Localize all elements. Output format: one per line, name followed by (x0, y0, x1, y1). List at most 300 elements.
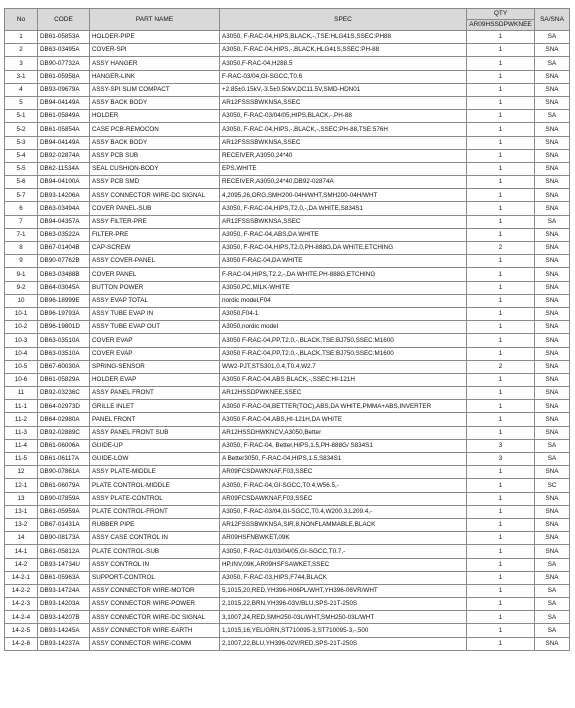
row-code: DB93-09679A (38, 83, 90, 96)
row-part-name: RUBBER PIPE (90, 518, 220, 531)
row-part-name: GUIDE-LOW (90, 453, 220, 466)
row-part-name: PLATE CONTROL-SUB (90, 545, 220, 558)
row-spec: A3050, F-RAC-04,HIPS,-,BLACK,HLG41S,SSEC:PH-88 (220, 44, 467, 57)
row-no: 11-1 (5, 400, 38, 413)
row-code: DB93-14206A (38, 189, 90, 202)
row-spec: A3050, F-RAC-03/04/05,HIPS,BLACK,-,PH-88 (220, 110, 467, 123)
row-code: DB61-06117A (38, 453, 90, 466)
row-qty: 1 (467, 255, 535, 268)
table-row (5, 479, 570, 492)
row-sa-sna: SC (535, 479, 570, 492)
row-sa-sna: SNA (535, 44, 570, 57)
row-sa-sna: SNA (535, 242, 570, 255)
row-sa-sna: SNA (535, 321, 570, 334)
row-sa-sna: SNA (535, 532, 570, 545)
row-qty: 3 (467, 439, 535, 452)
table-row (5, 70, 570, 83)
row-sa-sna: SA (535, 215, 570, 228)
row-code: DB63-03510A (38, 334, 90, 347)
row-code: DB90-07762B (38, 255, 90, 268)
table-row (5, 624, 570, 637)
row-spec: 4,2095,26,ORG,SMH200-04H/WHT,SMH200-04H/WHT (220, 189, 467, 202)
row-sa-sna: SA (535, 611, 570, 624)
table-row (5, 136, 570, 149)
table-row (5, 307, 570, 320)
row-part-name: ASSY CONTROL IN (90, 558, 220, 571)
row-sa-sna: SNA (535, 307, 570, 320)
row-spec: AR09FCSDAWKNAF,F03,SSEC (220, 492, 467, 505)
row-sa-sna: SNA (535, 176, 570, 189)
table-row (5, 334, 570, 347)
row-sa-sna: SA (535, 57, 570, 70)
row-spec: A3050 F-RAC-04,PP,T2.0,-,BLACK,TSE:BJ750,SSEC:M1600 (220, 334, 467, 347)
row-sa-sna: SNA (535, 400, 570, 413)
row-spec: AR12FSSSBWKNSA,SSEC (220, 215, 467, 228)
table-row (5, 215, 570, 228)
row-sa-sna: SNA (535, 83, 570, 96)
row-qty: 1 (467, 136, 535, 149)
row-no: 5-4 (5, 149, 38, 162)
table-row (5, 294, 570, 307)
row-sa-sna: SNA (535, 347, 570, 360)
row-sa-sna: SA (535, 31, 570, 44)
row-sa-sna: SA (535, 453, 570, 466)
row-sa-sna: SNA (535, 268, 570, 281)
row-qty: 1 (467, 334, 535, 347)
table-row (5, 110, 570, 123)
row-sa-sna: SNA (535, 202, 570, 215)
row-part-name: ASSY CONNECTOR WIRE-POWER (90, 598, 220, 611)
row-spec: AR12HSSDPWKNEE,SSEC (220, 387, 467, 400)
table-row (5, 360, 570, 373)
row-qty: 1 (467, 189, 535, 202)
row-code: DB93-14207B (38, 611, 90, 624)
row-no: 10-1 (5, 307, 38, 320)
table-row (5, 492, 570, 505)
row-part-name: COVER EVAP (90, 334, 220, 347)
row-no: 3 (5, 57, 38, 70)
row-code: DB93-14734U (38, 558, 90, 571)
row-spec: AR09FCSDAWKNAF,F03,SSEC (220, 466, 467, 479)
table-row (5, 268, 570, 281)
row-spec: AR09HSFNBWKET,09K (220, 532, 467, 545)
row-code: DB90-07861A (38, 466, 90, 479)
row-code: DB94-04149A (38, 136, 90, 149)
row-code: DB67-01431A (38, 518, 90, 531)
row-qty: 1 (467, 70, 535, 83)
row-sa-sna: SNA (535, 70, 570, 83)
row-part-name: ASSY PLATE-MIDDLE (90, 466, 220, 479)
row-qty: 1 (467, 426, 535, 439)
row-no: 3-1 (5, 70, 38, 83)
row-part-name: COVER PANEL (90, 268, 220, 281)
row-qty: 1 (467, 347, 535, 360)
table-row (5, 373, 570, 386)
table-row (5, 96, 570, 109)
row-no: 7 (5, 215, 38, 228)
row-no: 10-3 (5, 334, 38, 347)
table-row (5, 321, 570, 334)
row-sa-sna: SNA (535, 571, 570, 584)
row-qty: 1 (467, 466, 535, 479)
row-part-name: ASSY CONNECTOR WIRE-DC SIGNAL (90, 611, 220, 624)
row-part-name: FILTER-PRE (90, 228, 220, 241)
row-spec: A3050 F-RAC-04,ABS BLACK,-,SSEC:HI-121H (220, 373, 467, 386)
row-no: 6 (5, 202, 38, 215)
row-sa-sna: SNA (535, 334, 570, 347)
row-no: 9 (5, 255, 38, 268)
table-row (5, 57, 570, 70)
row-spec: A3050, F-RAC-04, Better,HIPS,1.5,PH-888G/ S834S1 (220, 439, 467, 452)
row-qty: 2 (467, 242, 535, 255)
row-part-name: ASSY CONNECTOR WIRE-COMM (90, 637, 220, 650)
row-qty: 1 (467, 584, 535, 597)
row-no: 12-1 (5, 479, 38, 492)
row-no: 5-1 (5, 110, 38, 123)
row-qty: 1 (467, 176, 535, 189)
row-code: DB61-06006A (38, 439, 90, 452)
row-code: DB92-03236C (38, 387, 90, 400)
row-qty: 1 (467, 294, 535, 307)
table-row (5, 637, 570, 650)
row-part-name: ASSY CONNECTOR WIRE-EARTH (90, 624, 220, 637)
row-qty: 1 (467, 321, 535, 334)
table-row (5, 149, 570, 162)
row-part-name: ASSY TUBE EVAP OUT (90, 321, 220, 334)
row-qty: 1 (467, 149, 535, 162)
row-sa-sna: SNA (535, 637, 570, 650)
row-no: 14-2 (5, 558, 38, 571)
row-sa-sna: SNA (535, 281, 570, 294)
row-part-name: HOLDER-PIPE (90, 31, 220, 44)
row-spec: A3050, F-RAC-04,HIPS,T2.0,PH-888G,DA WHITE,ETCHING (220, 242, 467, 255)
row-sa-sna: SNA (535, 505, 570, 518)
row-qty: 1 (467, 518, 535, 531)
row-spec: 2,1015,22,BRN,YH396-03V/BLU,SPS-21T-250S (220, 598, 467, 611)
row-no: 2 (5, 44, 38, 57)
row-part-name: ASSY PCB SUB (90, 149, 220, 162)
row-sa-sna: SA (535, 584, 570, 597)
row-spec: A3050 F-RAC-04,ABS,HI-121H,DA WHITE (220, 413, 467, 426)
table-row (5, 558, 570, 571)
row-no: 13 (5, 492, 38, 505)
row-qty: 1 (467, 268, 535, 281)
row-spec: F-RAC-03/04,GI-SGCC,T0.6 (220, 70, 467, 83)
row-code: DB64-02980A (38, 413, 90, 426)
row-spec: A3050, F-RAC-04,HIPS,T2.0,-,DA WHITE,S834S1 (220, 202, 467, 215)
row-qty: 1 (467, 202, 535, 215)
table-row (5, 439, 570, 452)
row-qty: 1 (467, 162, 535, 175)
row-spec: RECEIVER,A3050,24*40,DB92-02874A (220, 176, 467, 189)
row-sa-sna: SNA (535, 162, 570, 175)
row-qty: 1 (467, 31, 535, 44)
row-qty: 1 (467, 413, 535, 426)
row-no: 11 (5, 387, 38, 400)
row-code: DB61-05963A (38, 571, 90, 584)
row-no: 11-2 (5, 413, 38, 426)
row-part-name: ASSY HANGER (90, 57, 220, 70)
table-row (5, 400, 570, 413)
row-qty: 1 (467, 96, 535, 109)
row-code: DB61-05812A (38, 545, 90, 558)
row-part-name: HANGER-LINK (90, 70, 220, 83)
row-no: 14-2-2 (5, 584, 38, 597)
table-row (5, 242, 570, 255)
row-sa-sna: SNA (535, 255, 570, 268)
row-no: 9-2 (5, 281, 38, 294)
row-qty: 1 (467, 228, 535, 241)
row-spec: A3050, F-RAC-03,HIPS,F744,BLACK (220, 571, 467, 584)
row-sa-sna: SNA (535, 492, 570, 505)
row-qty: 1 (467, 44, 535, 57)
row-sa-sna: SA (535, 624, 570, 637)
row-no: 13-1 (5, 505, 38, 518)
table-row (5, 202, 570, 215)
table-row (5, 189, 570, 202)
row-sa-sna: SNA (535, 149, 570, 162)
row-spec: F-RAC-04,HIPS,T2.2,-,DA WHITE,PH-888G,ETCHING (220, 268, 467, 281)
row-code: DB63-03510A (38, 347, 90, 360)
row-spec: A3050,PC,MILK-WHITE (220, 281, 467, 294)
row-part-name: PLATE CONTROL-MIDDLE (90, 479, 220, 492)
row-spec: +2.85±0.15kV,-3.5±0.50kV,DC11.5V,SMD-HDN01 (220, 83, 467, 96)
row-code: DB63-03522A (38, 228, 90, 241)
row-code: DB92-02874A (38, 149, 90, 162)
row-part-name: GUIDE-UP (90, 439, 220, 452)
row-part-name: COVER EVAP (90, 347, 220, 360)
row-part-name: ASSY CONNECTOR WIRE-DC SIGNAL (90, 189, 220, 202)
row-code: DB93-14237A (38, 637, 90, 650)
row-no: 14-2-6 (5, 637, 38, 650)
row-spec: EPS,WHITE (220, 162, 467, 175)
row-part-name: ASSY PANEL FRONT (90, 387, 220, 400)
row-spec: A3050 F-RAC-04,DA WHITE (220, 255, 467, 268)
row-sa-sna: SA (535, 598, 570, 611)
row-part-name: HOLDER (90, 110, 220, 123)
row-sa-sna: SNA (535, 228, 570, 241)
row-qty: 1 (467, 83, 535, 96)
table-row (5, 228, 570, 241)
row-part-name: CASE PCB-REMOCON (90, 123, 220, 136)
row-qty: 1 (467, 598, 535, 611)
header-no: No (5, 9, 38, 31)
row-spec: A Better3050, F-RAC-04,HIPS,1.5,S834S1 (220, 453, 467, 466)
row-qty: 3 (467, 453, 535, 466)
row-qty: 1 (467, 637, 535, 650)
row-spec: AR12FSSSBWKNSA,SSEC (220, 136, 467, 149)
row-no: 7-1 (5, 228, 38, 241)
row-no: 12 (5, 466, 38, 479)
row-no: 14-2-5 (5, 624, 38, 637)
table-row (5, 281, 570, 294)
row-spec: AR12FSSSBWKNSA,SSEC (220, 96, 467, 109)
row-code: DB96-19793A (38, 307, 90, 320)
row-sa-sna: SNA (535, 136, 570, 149)
row-no: 11-4 (5, 439, 38, 452)
row-no: 10-2 (5, 321, 38, 334)
row-code: DB62-11534A (38, 162, 90, 175)
row-no: 8 (5, 242, 38, 255)
row-part-name: PLATE CONTROL-FRONT (90, 505, 220, 518)
table-row (5, 571, 570, 584)
table-row (5, 505, 570, 518)
row-sa-sna: SNA (535, 518, 570, 531)
table-row (5, 176, 570, 189)
row-part-name: COVER PANEL-SUB (90, 202, 220, 215)
table-row (5, 466, 570, 479)
row-spec: A3050, F-RAC-04,ABS,DA WHITE (220, 228, 467, 241)
table-row (5, 347, 570, 360)
row-no: 5-5 (5, 162, 38, 175)
row-qty: 1 (467, 123, 535, 136)
row-qty: 1 (467, 215, 535, 228)
row-part-name: SEAL CUSHION-BODY (90, 162, 220, 175)
row-sa-sna: SA (535, 558, 570, 571)
row-code: DB94-04357A (38, 215, 90, 228)
table-row (5, 413, 570, 426)
row-spec: A3050, F-RAC-04,GI-SGCC,T0.4,W56.5,- (220, 479, 467, 492)
row-qty: 1 (467, 479, 535, 492)
row-qty: 1 (467, 307, 535, 320)
row-spec: WW2-PJT,STS301,0.4,T0.4,W2.7 (220, 360, 467, 373)
row-spec: A3050, F-RAC-01/03/04/05,GI-SGCC,T0.7,- (220, 545, 467, 558)
row-spec: A3050,F04-1 (220, 307, 467, 320)
row-spec: A3050,F-RAC-04,H288.5 (220, 57, 467, 70)
row-no: 10-5 (5, 360, 38, 373)
row-qty: 1 (467, 400, 535, 413)
row-spec: AR12HSSDHWKNCV,A3050,Better (220, 426, 467, 439)
row-qty: 1 (467, 110, 535, 123)
row-code: DB94-04100A (38, 176, 90, 189)
row-no: 10-4 (5, 347, 38, 360)
row-spec: 5,1015,20,RED,YH396-H06PL/WHT,YH396-06VR/WHT (220, 584, 467, 597)
row-qty: 1 (467, 571, 535, 584)
table-row (5, 584, 570, 597)
row-part-name: ASSY TUBE EVAP IN (90, 307, 220, 320)
row-no: 14-2-4 (5, 611, 38, 624)
row-qty: 2 (467, 360, 535, 373)
row-sa-sna: SA (535, 439, 570, 452)
row-code: DB63-03495A (38, 44, 90, 57)
row-sa-sna: SNA (535, 426, 570, 439)
row-no: 11-5 (5, 453, 38, 466)
header-spec: SPEC (220, 9, 467, 31)
row-sa-sna: SNA (535, 545, 570, 558)
row-spec: A3050,nordic model (220, 321, 467, 334)
row-no: 14-2-1 (5, 571, 38, 584)
row-spec: A3050, F-RAC-03/04,GI-SGCC,T0.4,W200.3,L209.4,- (220, 505, 467, 518)
row-code: DB63-03494A (38, 202, 90, 215)
table-row (5, 83, 570, 96)
row-qty: 1 (467, 57, 535, 70)
row-no: 5-6 (5, 176, 38, 189)
row-code: DB63-03488B (38, 268, 90, 281)
row-no: 1 (5, 31, 38, 44)
table-row (5, 123, 570, 136)
row-part-name: ASSY EVAP TOTAL (90, 294, 220, 307)
row-qty: 1 (467, 532, 535, 545)
table-row (5, 387, 570, 400)
table-row (5, 532, 570, 545)
row-qty: 1 (467, 505, 535, 518)
row-part-name: PANEL FRONT (90, 413, 220, 426)
row-part-name: ASSY CASE CONTROL IN (90, 532, 220, 545)
row-qty: 1 (467, 558, 535, 571)
row-spec: A3050 F-RAC-04,PP,T2.0,-,BLACK,TSE:BJ750,SSEC:M1600 (220, 347, 467, 360)
row-sa-sna: SNA (535, 387, 570, 400)
row-code: DB61-05958A (38, 70, 90, 83)
row-part-name: ASSY BACK BODY (90, 136, 220, 149)
row-spec: 1,1015,16,YEL/GRN,ST710095-3,ST710095-3,-,500 (220, 624, 467, 637)
row-spec: RECEIVER,A3050,24*40 (220, 149, 467, 162)
row-code: DB64-03045A (38, 281, 90, 294)
row-no: 5-3 (5, 136, 38, 149)
row-spec: HP,INV,09K,AR09HSFSAWKET,SSEC (220, 558, 467, 571)
row-qty: 1 (467, 373, 535, 386)
row-sa-sna: SNA (535, 360, 570, 373)
row-spec: 2,1007,22,BLU,YH396-02V/RED,SPS-21T-250S (220, 637, 467, 650)
row-part-name: ASSY BACK BODY (90, 96, 220, 109)
row-spec: A3050, F-RAC-04,HIPS,-,BLACK,-,SSEC:PH-88,TSE:576H (220, 123, 467, 136)
header-part-name: PART NAME (90, 9, 220, 31)
row-code: DB61-05849A (38, 110, 90, 123)
row-sa-sna: SNA (535, 466, 570, 479)
row-sa-sna: SNA (535, 189, 570, 202)
table-row (5, 545, 570, 558)
row-spec: A3050 F-RAC-04,BETTER(TOC),ABS,DA WHITE,PMMA+ABS,INVERTER (220, 400, 467, 413)
row-part-name: ASSY FILTER-PRE (90, 215, 220, 228)
table-row (5, 518, 570, 531)
row-code: DB61-05853A (38, 31, 90, 44)
header-sa-sna: SA/SNA (535, 9, 570, 31)
header-model: AR09HSSDPWKNEE (467, 20, 535, 31)
row-qty: 1 (467, 624, 535, 637)
row-part-name: ASSY PANEL FRONT SUB (90, 426, 220, 439)
table-row (5, 611, 570, 624)
row-sa-sna: SNA (535, 294, 570, 307)
row-spec: nordic model,F04 (220, 294, 467, 307)
row-code: DB93-14203A (38, 598, 90, 611)
row-code: DB93-14724A (38, 584, 90, 597)
header-code: CODE (38, 9, 90, 31)
row-no: 10 (5, 294, 38, 307)
row-part-name: BUTTON POWER (90, 281, 220, 294)
row-code: DB61-05829A (38, 373, 90, 386)
row-no: 4 (5, 83, 38, 96)
row-spec: A3050, F-RAC-04,HIPS,BLACK,-,TSE:HLG41S,SSEC:PH88 (220, 31, 467, 44)
table-row (5, 255, 570, 268)
row-spec: 3,1007,24,RED,SMH250-03L/WHT,SMH250-03L/WHT (220, 611, 467, 624)
row-part-name: SPRING-SENSOR (90, 360, 220, 373)
table-row (5, 162, 570, 175)
row-qty: 1 (467, 611, 535, 624)
table-row (5, 44, 570, 57)
row-code: DB90-07859A (38, 492, 90, 505)
row-no: 5-2 (5, 123, 38, 136)
row-code: DB96-19801D (38, 321, 90, 334)
row-part-name: ASSY CONNECTOR WIRE-MOTOR (90, 584, 220, 597)
table-row (5, 453, 570, 466)
row-part-name: SUPPORT-CONTROL (90, 571, 220, 584)
row-part-name: GRILLE INLET (90, 400, 220, 413)
row-part-name: COVER-SPI (90, 44, 220, 57)
parts-table (4, 8, 570, 651)
row-part-name: CAP-SCREW (90, 242, 220, 255)
row-code: DB90-07732A (38, 57, 90, 70)
row-no: 14-2-3 (5, 598, 38, 611)
header-qty: QTY (467, 9, 535, 20)
